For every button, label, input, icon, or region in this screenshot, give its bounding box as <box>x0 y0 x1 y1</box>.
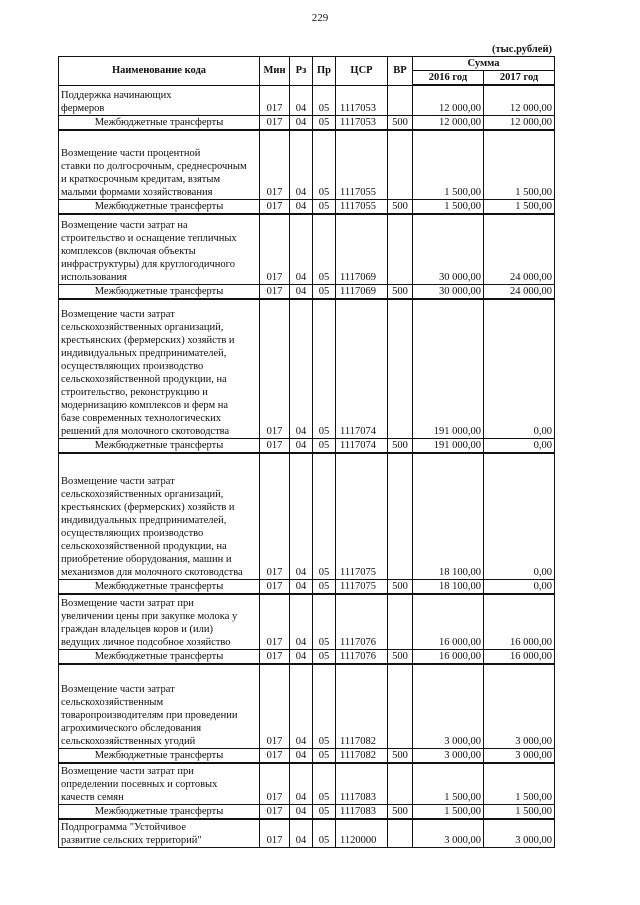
table-row-transfer <box>59 439 555 454</box>
table-row-transfer <box>59 200 555 215</box>
cell-2016: 18 100,00 <box>413 453 484 579</box>
cell-pr: 05 <box>313 439 336 454</box>
cell-pr: 05 <box>313 284 336 299</box>
cell-vr: 500 <box>388 200 413 215</box>
cell-rz: 04 <box>290 819 313 847</box>
cell-rz: 04 <box>290 439 313 454</box>
budget-table <box>58 56 555 848</box>
cell-vr: 500 <box>388 439 413 454</box>
table-row <box>59 214 555 284</box>
cell-pr: 05 <box>313 819 336 847</box>
cell-csr: 1117074 <box>336 299 388 439</box>
cell-2016: 1 500,00 <box>413 805 484 820</box>
cell-pr: 05 <box>313 748 336 763</box>
page-number: 229 <box>311 12 329 24</box>
cell-vr <box>388 214 413 284</box>
cell-min: 017 <box>260 453 290 579</box>
cell-csr: 1117075 <box>336 579 388 594</box>
cell-name: Межбюджетные трансферты <box>59 748 260 763</box>
header-csr: ЦСР <box>336 57 388 86</box>
cell-name: Межбюджетные трансферты <box>59 650 260 665</box>
cell-csr: 1117053 <box>336 115 388 130</box>
cell-name: Межбюджетные трансферты <box>59 439 260 454</box>
header-2016: 2016 год <box>413 71 484 86</box>
cell-min: 017 <box>260 819 290 847</box>
cell-min: 017 <box>260 664 290 748</box>
cell-csr: 1117075 <box>336 453 388 579</box>
cell-2017: 12 000,00 <box>484 115 555 130</box>
cell-2016: 1 500,00 <box>413 130 484 200</box>
table-row <box>59 594 555 650</box>
table-row <box>59 130 555 200</box>
cell-vr <box>388 85 413 115</box>
cell-2017: 0,00 <box>484 453 555 579</box>
header-vr: ВР <box>388 57 413 86</box>
cell-csr: 1117083 <box>336 763 388 805</box>
cell-2017: 1 500,00 <box>484 200 555 215</box>
cell-name: Возмещение части затрат сельскохозяйственным товаропроизводителям при проведении агрохимического обследования сельскохозяйственных угодий <box>59 664 260 748</box>
table-row <box>59 819 555 847</box>
header-min: Мин <box>260 57 290 86</box>
cell-csr: 1117069 <box>336 214 388 284</box>
cell-csr: 1117055 <box>336 200 388 215</box>
cell-vr <box>388 130 413 200</box>
cell-2016: 3 000,00 <box>413 664 484 748</box>
cell-name: Возмещение части затрат сельскохозяйственных организаций, крестьянских (фермерских) хозяйств и индивидуальных предпринимателей, осуществляющих производство сельскохозяйственной продукции, на строительство, реконструкцию и модернизацию комплексов и ферм на базе современных технологических решений для молочного скотоводства <box>59 299 260 439</box>
cell-2017: 0,00 <box>484 439 555 454</box>
cell-min: 017 <box>260 284 290 299</box>
table-row-transfer <box>59 579 555 594</box>
header-sum: Сумма <box>413 57 555 71</box>
cell-2017: 1 500,00 <box>484 130 555 200</box>
header-2017: 2017 год <box>484 71 555 86</box>
cell-rz: 04 <box>290 594 313 650</box>
cell-vr: 500 <box>388 748 413 763</box>
table-row-transfer <box>59 805 555 820</box>
cell-name: Возмещение части затрат сельскохозяйственных организаций, крестьянских (фермерских) хозяйств и индивидуальных предпринимателей, осуществляющих производство сельскохозяйственной продукции, на приобретение оборудования, машин и механизмов для молочного скотоводства <box>59 453 260 579</box>
table-row-transfer <box>59 115 555 130</box>
cell-2017: 3 000,00 <box>484 664 555 748</box>
cell-csr: 1117083 <box>336 805 388 820</box>
cell-rz: 04 <box>290 299 313 439</box>
cell-pr: 05 <box>313 664 336 748</box>
cell-min: 017 <box>260 299 290 439</box>
cell-rz: 04 <box>290 200 313 215</box>
cell-pr: 05 <box>313 130 336 200</box>
cell-csr: 1117055 <box>336 130 388 200</box>
cell-min: 017 <box>260 214 290 284</box>
cell-min: 017 <box>260 748 290 763</box>
cell-vr: 500 <box>388 284 413 299</box>
cell-vr <box>388 453 413 579</box>
cell-min: 017 <box>260 130 290 200</box>
header-name: Наименование кода <box>59 57 260 86</box>
cell-rz: 04 <box>290 115 313 130</box>
cell-pr: 05 <box>313 200 336 215</box>
cell-2017: 24 000,00 <box>484 214 555 284</box>
cell-name: Межбюджетные трансферты <box>59 115 260 130</box>
cell-vr <box>388 594 413 650</box>
cell-rz: 04 <box>290 284 313 299</box>
cell-2016: 3 000,00 <box>413 748 484 763</box>
cell-rz: 04 <box>290 763 313 805</box>
cell-vr <box>388 299 413 439</box>
cell-2016: 30 000,00 <box>413 214 484 284</box>
cell-name: Межбюджетные трансферты <box>59 200 260 215</box>
cell-rz: 04 <box>290 664 313 748</box>
cell-vr: 500 <box>388 805 413 820</box>
cell-2016: 16 000,00 <box>413 650 484 665</box>
cell-pr: 05 <box>313 453 336 579</box>
cell-name: Межбюджетные трансферты <box>59 579 260 594</box>
cell-2016: 12 000,00 <box>413 85 484 115</box>
cell-min: 017 <box>260 650 290 665</box>
cell-2017: 0,00 <box>484 579 555 594</box>
cell-csr: 1117069 <box>336 284 388 299</box>
header-rz: Рз <box>290 57 313 86</box>
cell-csr: 1117082 <box>336 664 388 748</box>
cell-2016: 18 100,00 <box>413 579 484 594</box>
cell-2017: 12 000,00 <box>484 85 555 115</box>
cell-pr: 05 <box>313 650 336 665</box>
cell-rz: 04 <box>290 805 313 820</box>
cell-rz: 04 <box>290 130 313 200</box>
cell-2017: 16 000,00 <box>484 650 555 665</box>
cell-vr <box>388 664 413 748</box>
table-row <box>59 85 555 115</box>
cell-name: Поддержка начинающих фермеров <box>59 85 260 115</box>
table-row <box>59 664 555 748</box>
units-label: (тыс.рублей) <box>491 44 552 55</box>
cell-2017: 1 500,00 <box>484 763 555 805</box>
cell-csr: 1117053 <box>336 85 388 115</box>
cell-pr: 05 <box>313 85 336 115</box>
cell-name: Возмещение части процентной ставки по долгосрочным, среднесрочным и краткосрочным кредитам, взятым малыми формами хозяйствования <box>59 130 260 200</box>
cell-vr: 500 <box>388 115 413 130</box>
cell-rz: 04 <box>290 85 313 115</box>
cell-2017: 16 000,00 <box>484 594 555 650</box>
table-row <box>59 453 555 579</box>
cell-rz: 04 <box>290 579 313 594</box>
cell-rz: 04 <box>290 453 313 579</box>
cell-2017: 0,00 <box>484 299 555 439</box>
cell-min: 017 <box>260 115 290 130</box>
cell-2017: 3 000,00 <box>484 748 555 763</box>
cell-name: Возмещение части затрат на строительство и оснащение тепличных комплексов (включая объекты инфраструктуры) для круглогодичного использования <box>59 214 260 284</box>
cell-name: Возмещение части затрат при увеличении цены при закупке молока у граждан владельцев коров и (или) ведущих личное подсобное хозяйство <box>59 594 260 650</box>
cell-2016: 191 000,00 <box>413 439 484 454</box>
header-pr: Пр <box>313 57 336 86</box>
table-body <box>59 85 555 847</box>
cell-csr: 1117082 <box>336 748 388 763</box>
cell-2016: 30 000,00 <box>413 284 484 299</box>
cell-2017: 1 500,00 <box>484 805 555 820</box>
cell-csr: 1117076 <box>336 650 388 665</box>
cell-pr: 05 <box>313 115 336 130</box>
cell-name: Межбюджетные трансферты <box>59 284 260 299</box>
cell-pr: 05 <box>313 214 336 284</box>
cell-csr: 1120000 <box>336 819 388 847</box>
cell-min: 017 <box>260 763 290 805</box>
cell-2016: 1 500,00 <box>413 200 484 215</box>
cell-2017: 24 000,00 <box>484 284 555 299</box>
cell-2016: 3 000,00 <box>413 819 484 847</box>
cell-min: 017 <box>260 439 290 454</box>
cell-2017: 3 000,00 <box>484 819 555 847</box>
cell-name: Подпрограмма "Устойчивое развитие сельских территорий" <box>59 819 260 847</box>
cell-name: Межбюджетные трансферты <box>59 805 260 820</box>
cell-pr: 05 <box>313 594 336 650</box>
cell-pr: 05 <box>313 805 336 820</box>
table-row <box>59 763 555 805</box>
cell-vr <box>388 763 413 805</box>
cell-2016: 1 500,00 <box>413 763 484 805</box>
cell-pr: 05 <box>313 579 336 594</box>
cell-2016: 16 000,00 <box>413 594 484 650</box>
cell-csr: 1117076 <box>336 594 388 650</box>
cell-2016: 12 000,00 <box>413 115 484 130</box>
table-row-transfer <box>59 748 555 763</box>
cell-2016: 191 000,00 <box>413 299 484 439</box>
table-row-transfer <box>59 284 555 299</box>
cell-min: 017 <box>260 85 290 115</box>
cell-rz: 04 <box>290 650 313 665</box>
cell-min: 017 <box>260 200 290 215</box>
cell-vr: 500 <box>388 579 413 594</box>
cell-name: Возмещение части затрат при определении посевных и сортовых качеств семян <box>59 763 260 805</box>
cell-rz: 04 <box>290 214 313 284</box>
cell-pr: 05 <box>313 763 336 805</box>
cell-pr: 05 <box>313 299 336 439</box>
cell-vr <box>388 819 413 847</box>
table-row-transfer <box>59 650 555 665</box>
cell-min: 017 <box>260 805 290 820</box>
cell-min: 017 <box>260 579 290 594</box>
cell-vr: 500 <box>388 650 413 665</box>
cell-csr: 1117074 <box>336 439 388 454</box>
cell-rz: 04 <box>290 748 313 763</box>
table-row <box>59 299 555 439</box>
cell-min: 017 <box>260 594 290 650</box>
